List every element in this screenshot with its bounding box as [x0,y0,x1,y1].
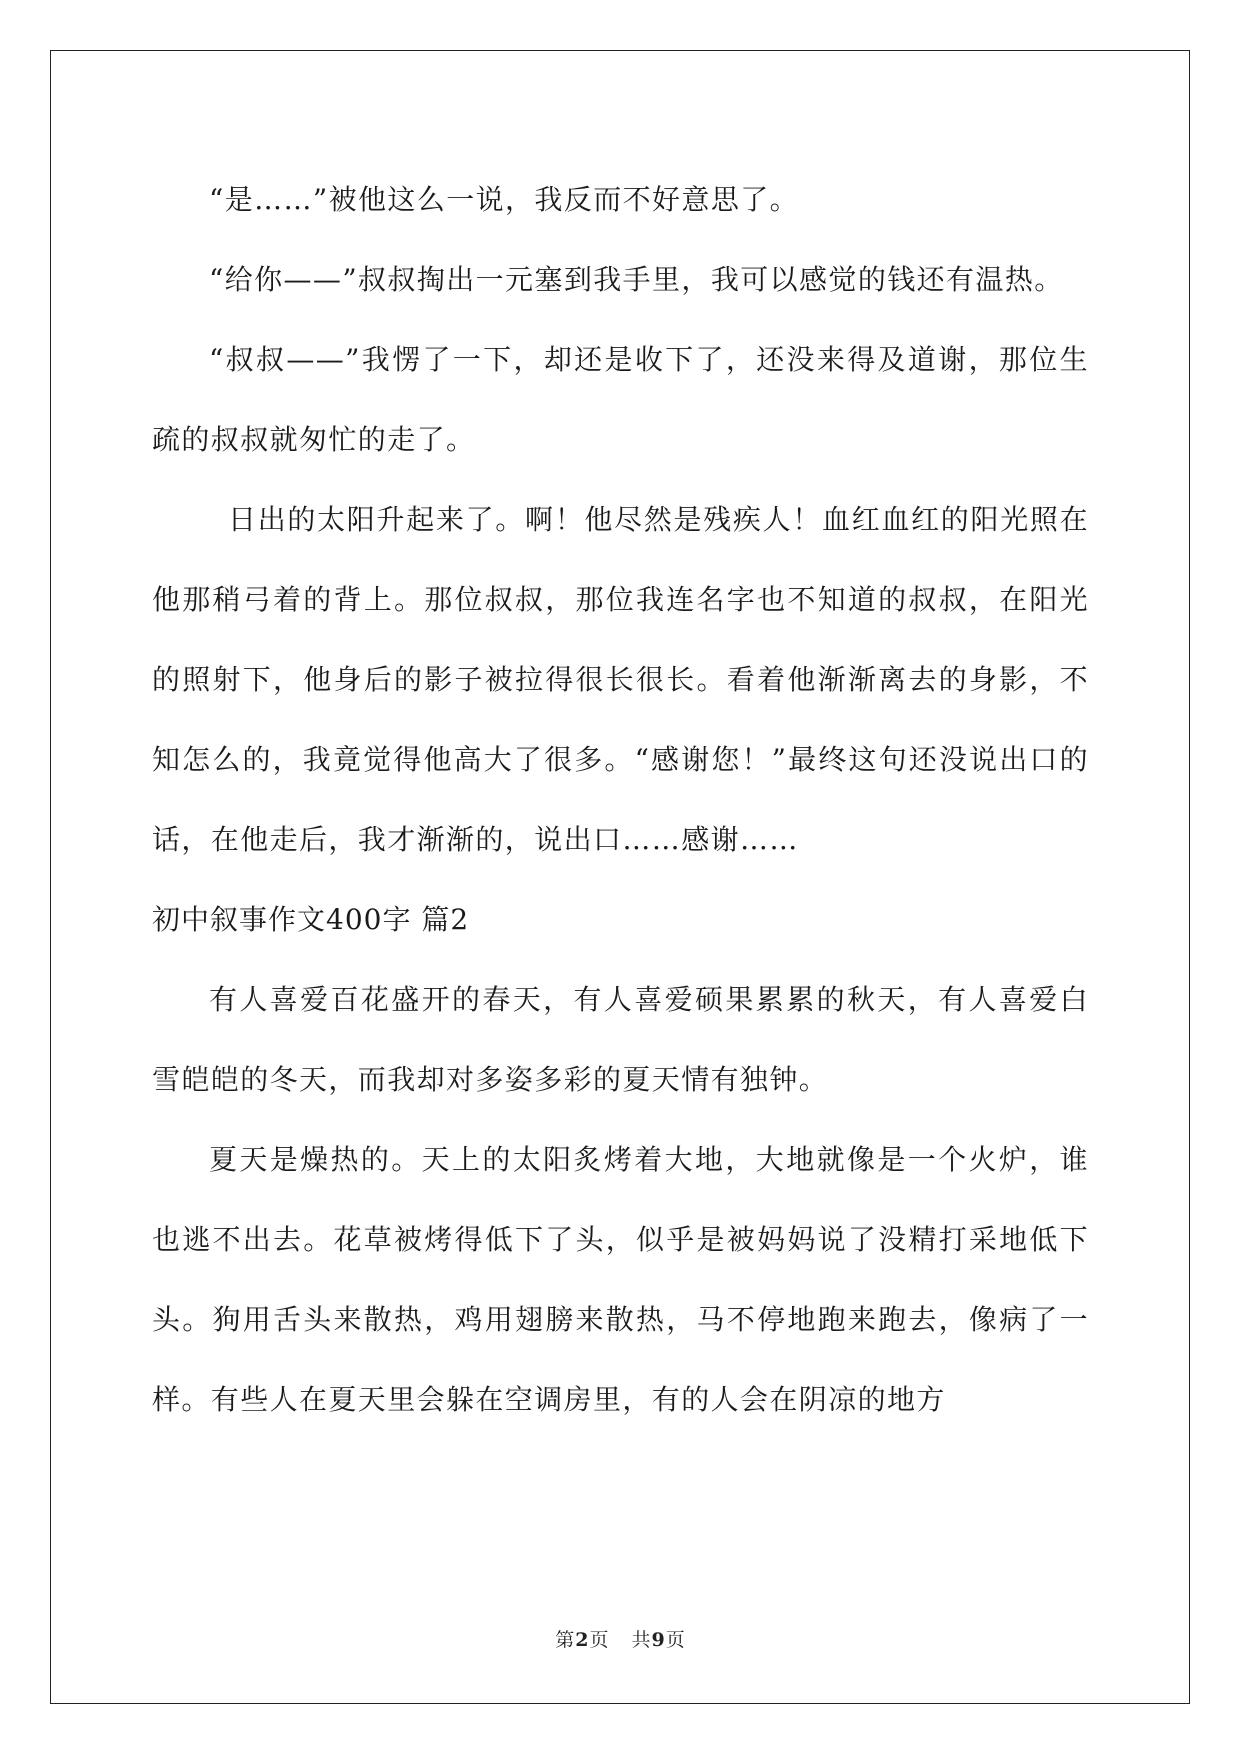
paragraph-4: 日出的太阳升起来了。啊！他尽然是残疾人！血红血红的阳光照在他那稍弓着的背上。那位叔叔，那位我连名字也不知道的叔叔，在阳光的照射下，他身后的影子被拉得很长很长。看着他渐渐离去的身影，不知怎么的，我竟觉得他高大了很多。“感谢您！”最终这句还没说出口的话，在他走后，我才渐渐的，说出口……感谢…… [152,503,1089,856]
paragraph-3: “叔叔——”我愣了一下，却还是收下了，还没来得及道谢，那位生疏的叔叔就匆忙的走了。 [152,343,1089,456]
section-title: 初中叙事作文400字 篇2 [152,903,470,936]
document-body [152,160,1089,1440]
paragraph-6: 夏天是燥热的。天上的太阳炙烤着大地，大地就像是一个火炉，谁也逃不出去。花草被烤得低下了头，似乎是被妈妈说了没精打采地低下头。狗用舌头来散热，鸡用翅膀来散热，马不停地跑来跑去，像病了一样。有些人在夏天里会躲在空调房里，有的人会在阴凉的地方 [152,1143,1089,1416]
paragraph-1: “是……”被他这么一说，我反而不好意思了。 [209,183,800,216]
total-prefix: 共 [631,1629,652,1651]
paragraph-2: “给你——”叔叔掏出一元塞到我手里，我可以感觉的钱还有温热。 [209,263,1064,296]
page-footer [0,1625,1241,1652]
page-suffix: 页 [589,1629,610,1651]
current-page-number: 2 [575,1629,590,1651]
total-suffix: 页 [665,1629,686,1651]
total-pages-number: 9 [651,1629,666,1651]
paragraph-5: 有人喜爱百花盛开的春天，有人喜爱硕果累累的秋天，有人喜爱白雪皑皑的冬天，而我却对多姿多彩的夏天情有独钟。 [152,983,1089,1096]
page-prefix: 第 [555,1629,576,1651]
